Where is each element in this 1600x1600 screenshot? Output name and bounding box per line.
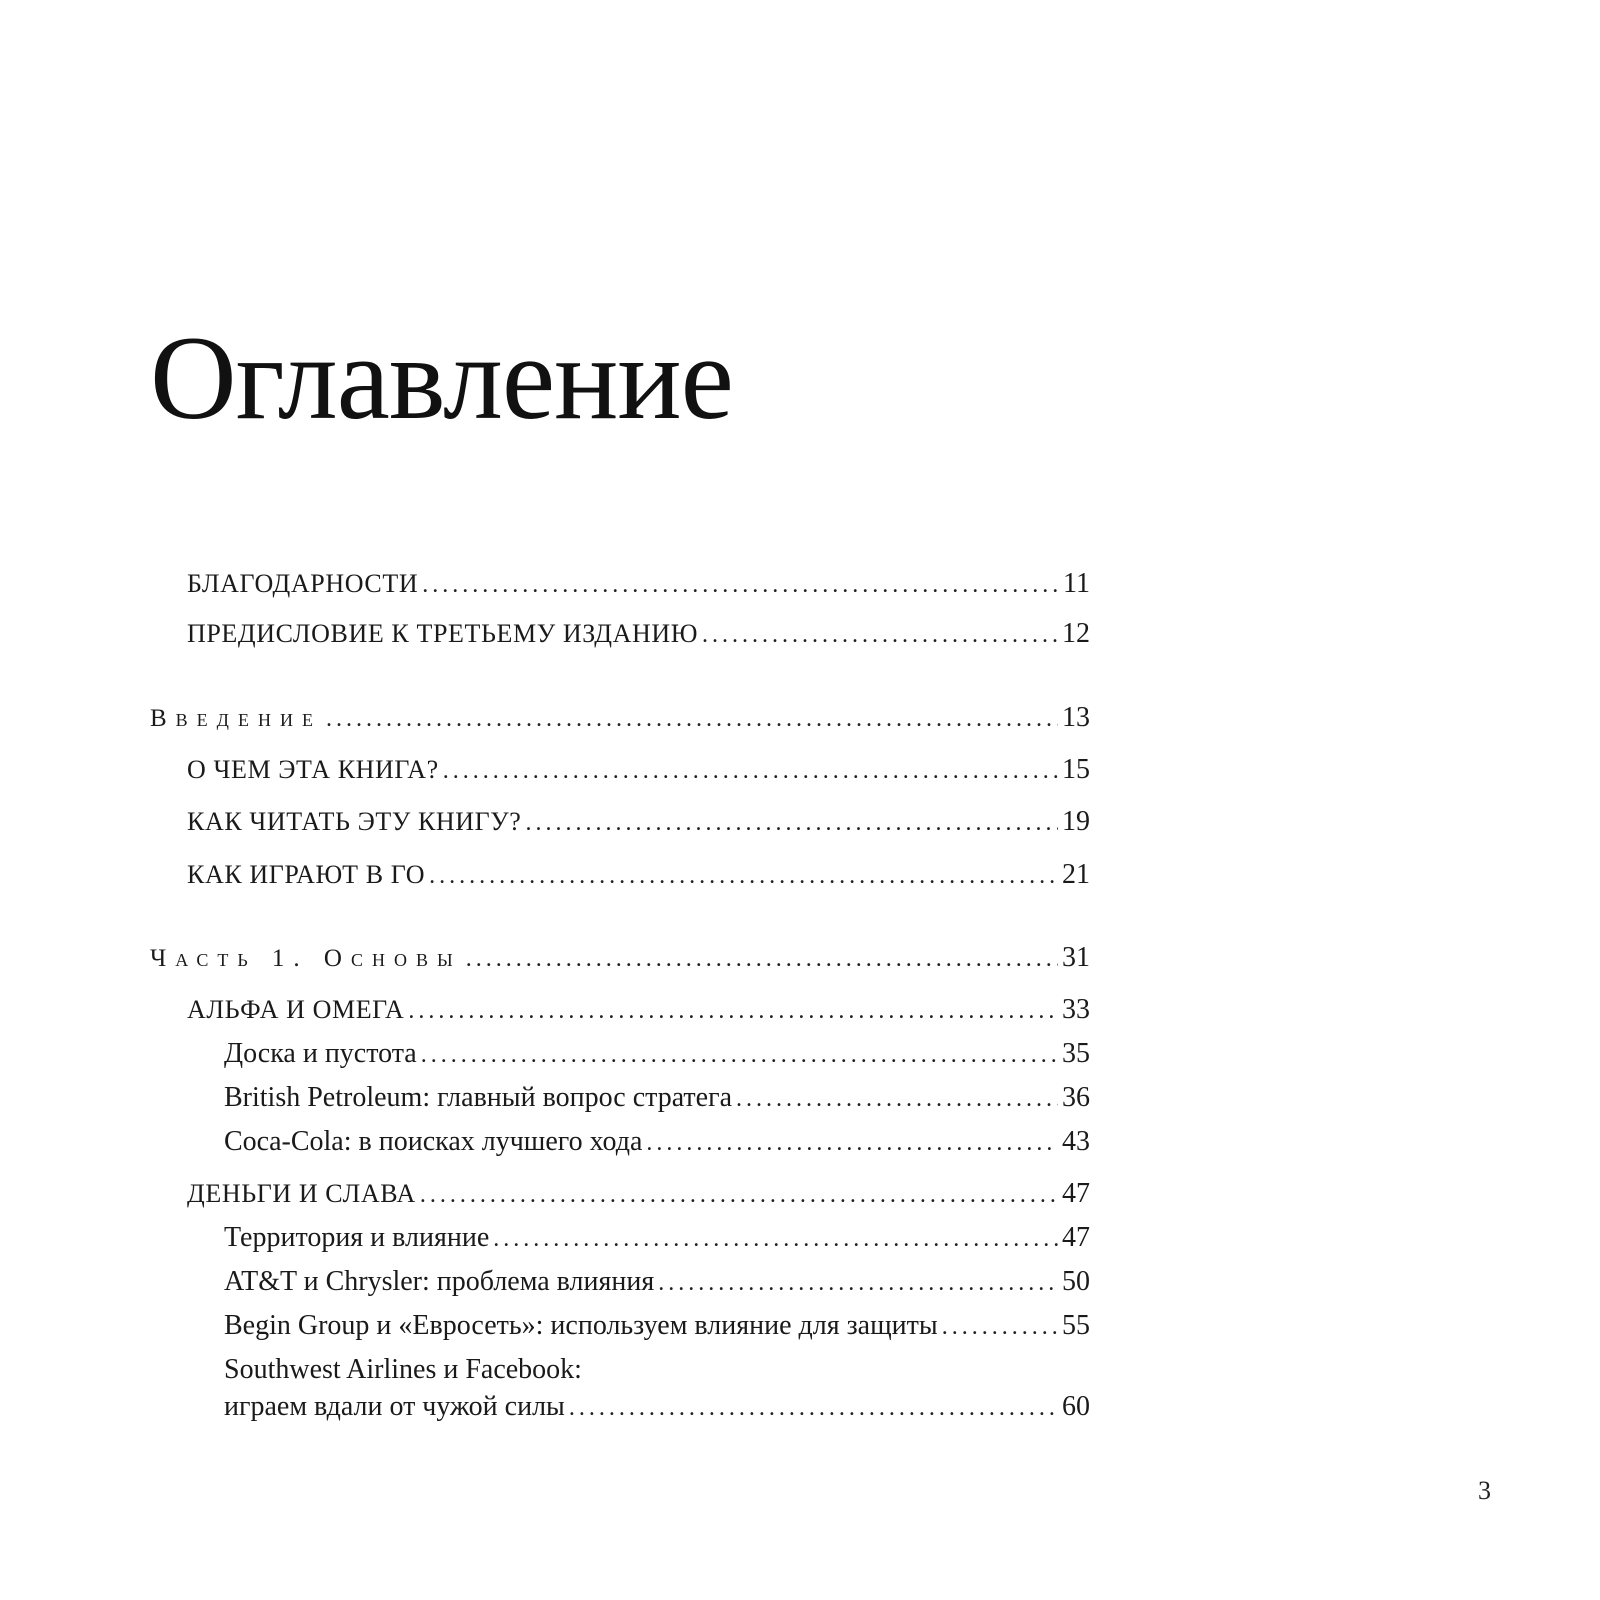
toc-page-number: 21 (1062, 859, 1090, 890)
toc-page-number: 12 (1062, 618, 1090, 649)
toc-entry-southwest-line1[interactable]: Southwest Airlines и Facebook: (224, 1354, 582, 1385)
toc-entry-label: ДЕНЬГИ И СЛАВА (187, 1179, 416, 1208)
leader-dots (646, 1125, 1058, 1161)
toc-page-number: 35 (1062, 1038, 1090, 1069)
toc-entry-label: Часть 1. Основы (150, 945, 462, 972)
toc-page-number: 19 (1062, 806, 1090, 837)
page-title: Оглавление (150, 311, 733, 444)
toc-entry-begin-group[interactable] (224, 1308, 1090, 1345)
page-number-folio: 3 (1478, 1476, 1491, 1505)
leader-dots (326, 701, 1058, 737)
leader-dots (493, 1221, 1058, 1257)
toc-entry-label: КАК ИГРАЮТ В ГО (187, 860, 426, 889)
toc-entry-label: British Petroleum: главный вопрос стратега (224, 1082, 732, 1113)
toc-page-number: 55 (1062, 1310, 1090, 1341)
toc-page-number: 60 (1062, 1391, 1090, 1422)
toc-entry-about-book[interactable] (187, 752, 1090, 789)
toc-entry-alpha-omega[interactable] (187, 992, 1090, 1029)
toc-entry-money-glory[interactable] (187, 1176, 1090, 1213)
leader-dots (569, 1390, 1058, 1426)
toc-entry-label: КАК ЧИТАТЬ ЭТУ КНИГУ? (187, 807, 522, 836)
leader-dots (736, 1081, 1058, 1117)
toc-page-number: 47 (1062, 1222, 1090, 1253)
toc-entry-southwest[interactable] (224, 1389, 1090, 1426)
toc-entry-label: Территория и влияние (224, 1222, 490, 1253)
toc-page-number: 36 (1062, 1082, 1090, 1113)
toc-entry-label: О ЧЕМ ЭТА КНИГА? (187, 755, 439, 784)
toc-entry-label: AT&T и Chrysler: проблема влияния (224, 1266, 655, 1297)
toc-entry-label: Coca-Cola: в поисках лучшего хода (224, 1126, 643, 1157)
toc-page-number: 15 (1062, 754, 1090, 785)
leader-dots (422, 567, 1059, 603)
leader-dots (466, 941, 1058, 977)
toc-page-number: 50 (1062, 1266, 1090, 1297)
leader-dots (658, 1265, 1058, 1301)
toc-entry-how-to-read[interactable] (187, 804, 1090, 841)
leader-dots (942, 1309, 1058, 1345)
leader-dots (702, 617, 1058, 653)
leader-dots (429, 858, 1058, 894)
toc-entry-label: Введение (150, 705, 322, 732)
toc-page-number: 43 (1062, 1126, 1090, 1157)
toc-entry-how-go-played[interactable] (187, 857, 1090, 894)
leader-dots (421, 1037, 1058, 1073)
toc-entry-preface[interactable] (187, 616, 1090, 653)
leader-dots (408, 993, 1058, 1029)
toc-entry-label: Доска и пустота (224, 1038, 417, 1069)
toc-entry-label: Begin Group и «Евросеть»: используем влияние для защиты (224, 1310, 938, 1341)
leader-dots (443, 753, 1058, 789)
toc-page-number: 47 (1062, 1178, 1090, 1209)
toc-entry-introduction[interactable] (150, 700, 1090, 737)
toc-page-number: 31 (1062, 942, 1090, 973)
toc-entry-att-chrysler[interactable] (224, 1264, 1090, 1301)
toc-entry-label: АЛЬФА И ОМЕГА (187, 995, 405, 1024)
leader-dots (420, 1177, 1058, 1213)
toc-entry-territory[interactable] (224, 1220, 1090, 1257)
toc-page-number: 13 (1062, 702, 1090, 733)
toc-entry-label: играем вдали от чужой силы (224, 1391, 565, 1422)
toc-entry-board-void[interactable] (224, 1036, 1090, 1073)
toc-entry-british-petroleum[interactable] (224, 1080, 1090, 1117)
toc-entry-label: БЛАГОДАРНОСТИ (187, 569, 419, 598)
toc-page-number: 11 (1063, 568, 1090, 599)
leader-dots (525, 805, 1058, 841)
toc-page-number: 33 (1062, 994, 1090, 1025)
toc-entry-label: ПРЕДИСЛОВИЕ К ТРЕТЬЕМУ ИЗДАНИЮ (187, 619, 699, 648)
toc-entry-coca-cola[interactable] (224, 1124, 1090, 1161)
toc-entry-acknowledgements[interactable] (187, 566, 1090, 603)
toc-entry-part-1[interactable] (150, 940, 1090, 977)
